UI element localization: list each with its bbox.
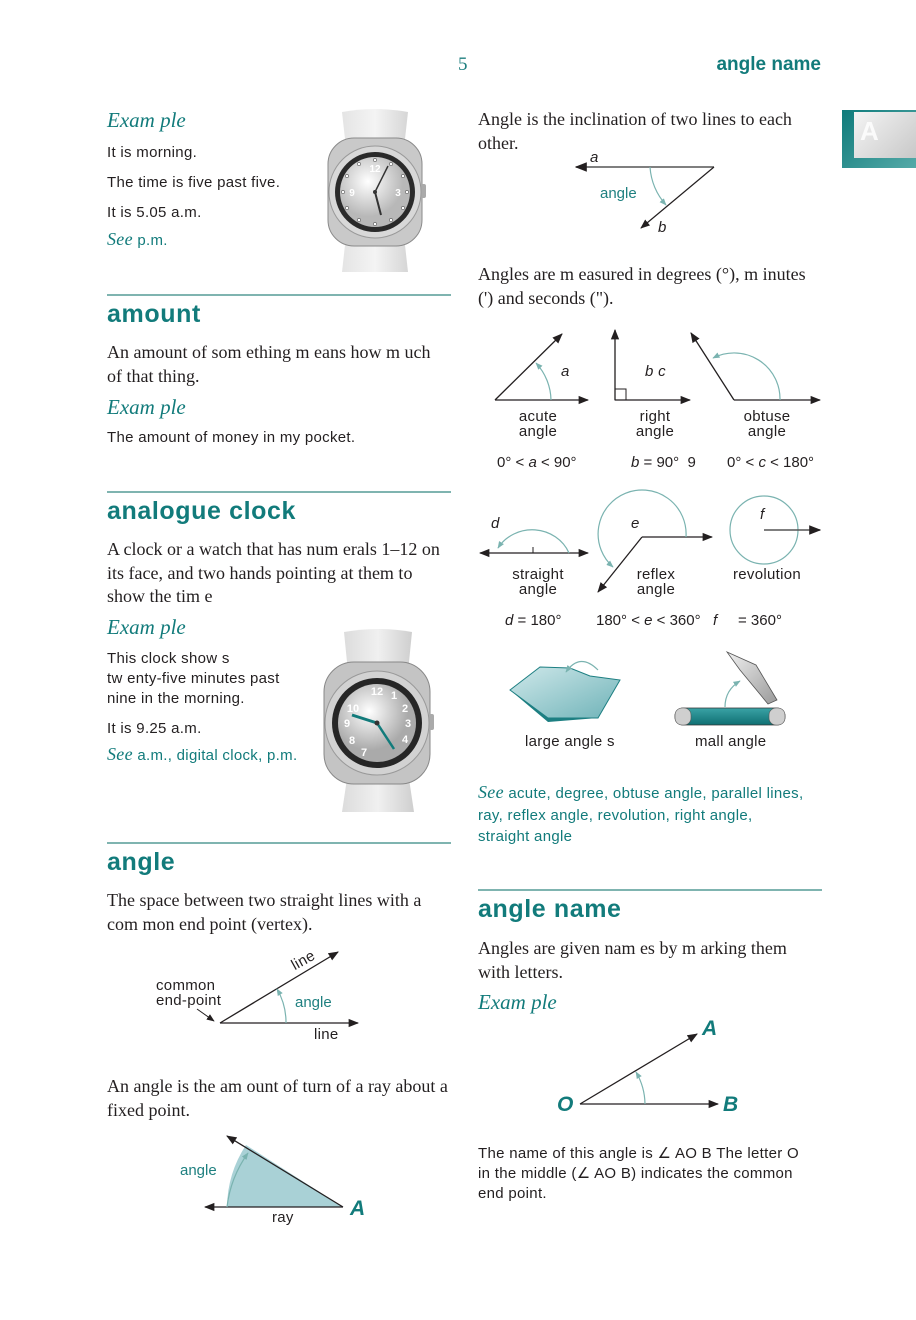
explanation-line: The name of this angle is ∠ AO B The letter O [478, 1145, 799, 1162]
picture-caption: mall angle [695, 733, 767, 750]
angle-type-name: reflex angle [636, 566, 676, 598]
picture-caption: large angle s [525, 733, 615, 750]
watch-numeral: 2 [401, 703, 409, 715]
point-label-b: B [723, 1093, 739, 1116]
watch-numeral: 10 [346, 703, 360, 715]
example-line: This clock show s [107, 650, 230, 667]
angle-type-name: right angle [635, 408, 675, 440]
definition-angle-2: An angle is the am ount of turn of a ray about a fixed point. [107, 1076, 448, 1120]
angle-label: angle [180, 1162, 217, 1179]
watch-numeral: 12 [369, 164, 381, 175]
example-line: tw enty-five minutes past [107, 670, 280, 687]
see-link[interactable]: a.m., digital clock, p.m. [137, 747, 298, 764]
example-label: Exam ple [107, 108, 186, 132]
example-line: The time is five past five. [107, 174, 281, 191]
angle-letter: d [491, 515, 500, 532]
line-label: line [314, 1026, 339, 1043]
angle-label: angle [295, 994, 332, 1011]
angle-formula: 0° < a < 90° [497, 454, 577, 471]
angle-letter: e [631, 515, 640, 532]
example-label: Exam ple [107, 615, 186, 639]
angle-formula: b = 90° 9 [631, 454, 696, 471]
angle-arc [636, 1072, 645, 1104]
angle-letter: f [760, 506, 765, 523]
headword-angle: angle [107, 848, 176, 876]
vertex-label: common [156, 977, 216, 994]
see-link[interactable]: acute, degree, obtuse angle, parallel lines, [508, 785, 804, 802]
see-word: See [107, 229, 133, 249]
explanation-line: in the middle (∠ AO B) indicates the common [478, 1165, 793, 1182]
angle-formula: f = 360° [713, 612, 782, 629]
watch-numeral: 1 [390, 690, 398, 702]
watch-numeral: 4 [401, 734, 409, 746]
headword-amount: amount [107, 300, 201, 328]
example-line: It is 5.05 a.m. [107, 204, 202, 221]
angle-formula: 180° < e < 360° [596, 612, 701, 629]
watch-numeral: 7 [360, 747, 368, 759]
point-label-o: O [557, 1093, 574, 1116]
line-a-label: a [590, 149, 599, 166]
example-line: It is morning. [107, 144, 198, 161]
definition-angle-name: Angles are given nam es by m arking them with letters. [478, 938, 787, 982]
watch-numeral: 8 [348, 735, 356, 747]
point-label-a: A [702, 1017, 718, 1040]
angle-label: angle [600, 185, 637, 202]
angle-formula: d = 180° [505, 612, 562, 629]
definition-angle: The space between two straight lines with a com mon end point (vertex). [107, 890, 422, 934]
angle-type-name: acute angle [518, 408, 558, 440]
watch-numeral: 9 [343, 718, 351, 730]
headword-angle-name: angle name [478, 895, 622, 923]
running-head: angle name [716, 54, 821, 75]
measure-text: Angles are m easured in degrees (°), m inutes (') and seconds ("). [478, 264, 806, 308]
definition-analogue-clock: A clock or a watch that has num erals 1–12 on its face, and two hands pointing at them to show the tim e [107, 539, 440, 606]
example-text: The amount of money in my pocket. [107, 429, 356, 446]
line-label: line [288, 947, 319, 974]
ray-label: ray [272, 1209, 294, 1226]
watch-numeral: 3 [404, 718, 412, 730]
see-link[interactable]: straight angle [478, 828, 573, 845]
see-link[interactable]: ray, reflex angle, revolution, right angle, [478, 806, 753, 824]
example-label: Exam ple [107, 395, 186, 419]
watch-numeral: 12 [370, 686, 384, 698]
see-link[interactable]: p.m. [137, 232, 168, 249]
angle-letter: b c [645, 363, 666, 380]
intro-text: Angle is the inclination of two lines to each other. [478, 109, 792, 153]
thumb-tab-letter: A [860, 116, 879, 146]
angle-formula: 0° < c < 180° [727, 454, 815, 471]
example-label: Exam ple [478, 990, 557, 1014]
definition-amount: An amount of som ething m eans how m uch of that thing. [107, 342, 431, 386]
see-word: See [107, 744, 133, 764]
example-line: It is 9.25 a.m. [107, 720, 202, 737]
angle-letter: a [561, 363, 570, 380]
angle-type-name: revolution [732, 566, 802, 583]
see-word: See [478, 782, 504, 802]
line-b-label: b [658, 219, 667, 236]
watch-numeral: 9 [349, 188, 355, 199]
vertex-label: end-point [156, 992, 222, 1009]
angle-type-name: straight angle [512, 566, 564, 598]
ray-oa [580, 1034, 697, 1104]
point-label: A [350, 1197, 366, 1220]
angle-type-name: obtuse angle [743, 408, 791, 440]
headword-analogue-clock: analogue clock [107, 497, 297, 525]
explanation-line: end point. [478, 1185, 547, 1202]
page-number: 5 [458, 54, 468, 75]
example-line: nine in the morning. [107, 690, 245, 707]
watch-numeral: 3 [395, 188, 401, 199]
